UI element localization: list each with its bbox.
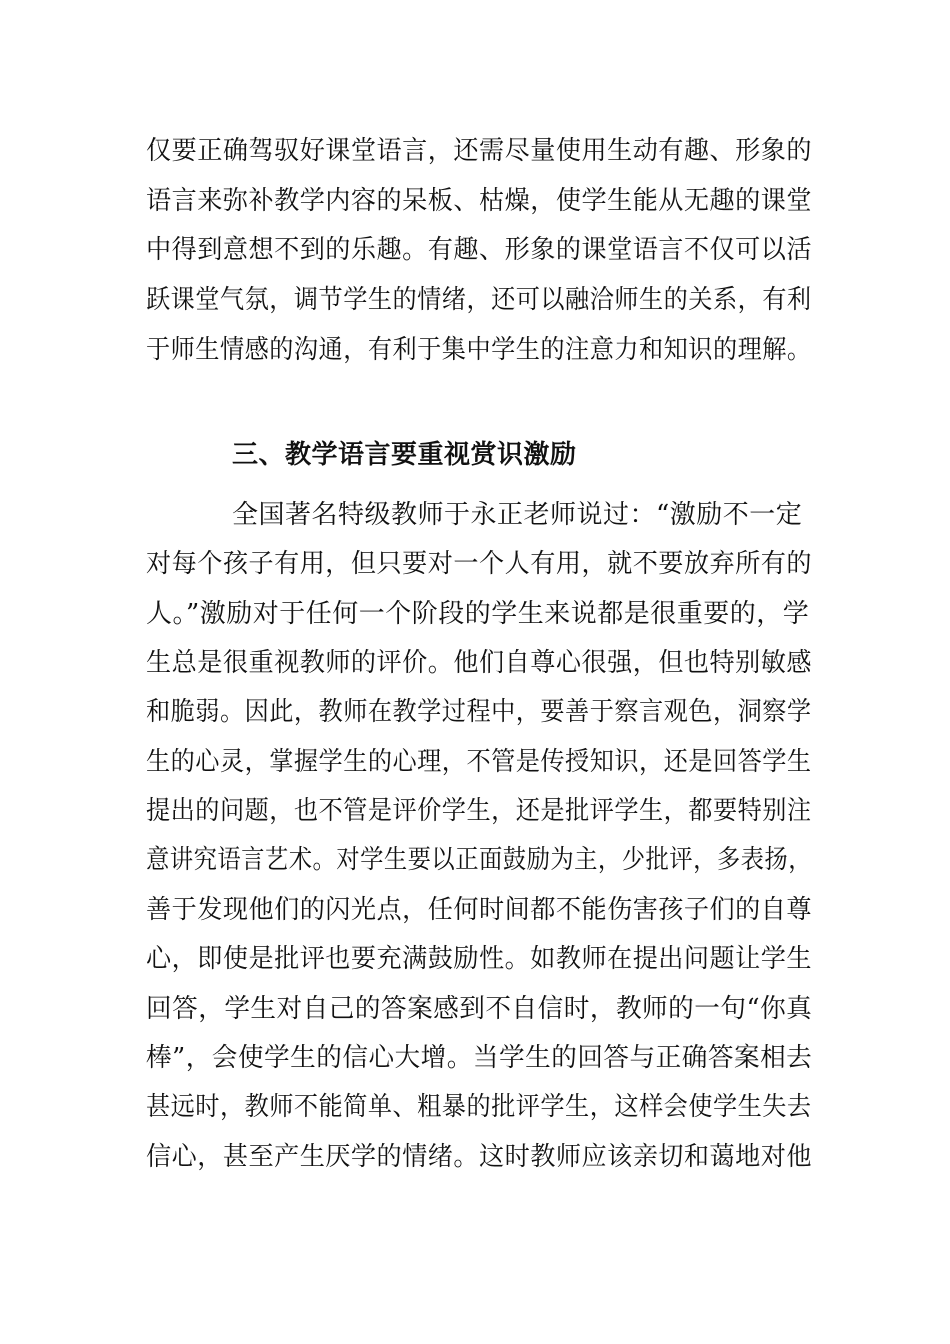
paragraph-2-line: 回答，学生对自己的答案感到不自信时，教师的一句“你真: [146, 994, 813, 1024]
section-heading: 三、教学语言要重视赏识激励: [232, 440, 577, 470]
paragraph-2-line: 全国著名特级教师于永正老师说过：“激励不一定: [232, 500, 803, 530]
paragraph-2-line: 甚远时，教师不能简单、粗暴的批评学生，这样会使学生失去: [146, 1092, 812, 1122]
paragraph-2-line: 意讲究语言艺术。对学生要以正面鼓励为主，少批评，多表扬，: [146, 845, 813, 875]
paragraph-2-line: 善于发现他们的闪光点，任何时间都不能伤害孩子们的自尊: [146, 895, 813, 925]
paragraph-1-line: 于师生情感的沟通，有利于集中学生的注意力和知识的理解。: [146, 335, 812, 365]
paragraph-2-line: 对每个孩子有用，但只要对一个人有用，就不要放弃所有的: [146, 549, 813, 579]
paragraph-2-line: 人。”激励对于任何一个阶段的学生来说都是很重要的，学: [146, 599, 810, 629]
paragraph-2-line: 信心，甚至产生厌学的情绪。这时教师应该亲切和蔼地对他: [146, 1142, 813, 1172]
paragraph-2-line: 棒”，会使学生的信心大增。当学生的回答与正确答案相去: [146, 1043, 813, 1073]
paragraph-2-line: 生总是很重视教师的评价。他们自尊心很强，但也特别敏感: [146, 648, 813, 678]
paragraph-1-line: 仅要正确驾驭好课堂语言，还需尽量使用生动有趣、形象的: [146, 136, 813, 166]
paragraph-1-line: 跃课堂气氛，调节学生的情绪，还可以融洽师生的关系，有利: [146, 285, 812, 315]
paragraph-2-line: 和脆弱。因此，教师在教学过程中，要善于察言观色，洞察学: [146, 697, 812, 727]
paragraph-2-line: 提出的问题，也不管是评价学生，还是批评学生，都要特别注: [146, 796, 812, 826]
paragraph-2-line: 心，即使是批评也要充满鼓励性。如教师在提出问题让学生: [146, 944, 813, 974]
paragraph-2-line: 生的心灵，掌握学生的心理，不管是传授知识，还是回答学生: [146, 747, 812, 777]
paragraph-1-line: 语言来弥补教学内容的呆板、枯燥，使学生能从无趣的课堂: [146, 186, 813, 216]
paragraph-1-line: 中得到意想不到的乐趣。有趣、形象的课堂语言不仅可以活: [146, 235, 813, 265]
